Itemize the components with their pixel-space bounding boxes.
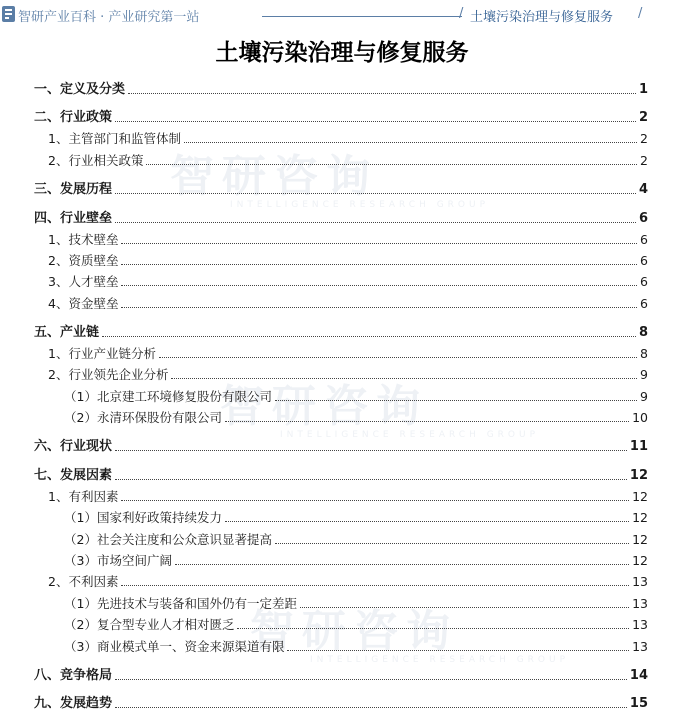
dot-leader <box>121 264 637 265</box>
toc-entry-page-number: 2 <box>640 153 648 168</box>
toc-entry-label: （2）复合型专业人才相对匮乏 <box>64 617 235 632</box>
toc-entry-page-number: 13 <box>632 574 648 589</box>
dot-leader <box>287 650 629 651</box>
watermark-sub: INTELLIGENCE RESEARCH GROUP <box>310 655 570 665</box>
toc-entry-label: 4、资金壁垒 <box>48 296 119 311</box>
toc-entry-label: 九、发展趋势 <box>34 696 113 711</box>
toc-entry-page-number: 6 <box>640 232 648 247</box>
toc-entry-page-number: 12 <box>632 489 648 504</box>
toc-entry-label: （1）先进技术与装备和国外仍有一定差距 <box>64 596 297 611</box>
dot-leader <box>102 336 636 337</box>
dot-leader <box>225 421 629 422</box>
toc-entry-page-number: 6 <box>640 296 648 311</box>
breadcrumb-separator: / <box>638 6 643 21</box>
toc-entry-label: 六、行业现状 <box>34 439 113 454</box>
toc-entry[interactable] <box>34 484 648 504</box>
toc-entry-page-number: 11 <box>629 439 648 454</box>
dot-leader <box>115 679 627 680</box>
toc-entry-label: 2、资质壁垒 <box>48 253 119 268</box>
toc-entry[interactable] <box>34 634 648 654</box>
toc-entry-page-number: 9 <box>640 389 648 404</box>
dot-leader <box>237 628 629 629</box>
toc-entry[interactable] <box>34 126 648 146</box>
dot-leader <box>121 307 637 308</box>
toc-entry[interactable] <box>34 612 648 632</box>
toc-entry-page-number: 12 <box>632 532 648 547</box>
toc-entry[interactable] <box>34 463 648 483</box>
toc-entry[interactable] <box>34 227 648 247</box>
toc-entry-label: 2、不利因素 <box>48 574 119 589</box>
toc-entry[interactable] <box>34 548 648 568</box>
toc-entry[interactable] <box>34 206 648 226</box>
toc-entry-label: （1）国家利好政策持续发力 <box>64 510 222 525</box>
toc-entry-label: 五、产业链 <box>34 325 100 340</box>
toc-entry-page-number: 6 <box>640 274 648 289</box>
toc-entry-label: （2）永清环保股份有限公司 <box>64 410 222 425</box>
toc-entry[interactable] <box>34 569 648 589</box>
dot-leader <box>115 121 636 122</box>
dot-leader <box>275 543 629 544</box>
toc-entry-label: 1、主管部门和监管体制 <box>48 131 181 146</box>
dot-leader <box>121 585 629 586</box>
watermark-sub: INTELLIGENCE RESEARCH GROUP <box>280 430 540 440</box>
toc-entry-page-number: 4 <box>638 182 648 197</box>
dot-leader <box>159 357 637 358</box>
toc-entry-page-number: 12 <box>629 468 648 483</box>
dot-leader <box>184 142 637 143</box>
toc-entry-page-number: 13 <box>632 639 648 654</box>
dot-leader <box>171 378 637 379</box>
toc-entry[interactable] <box>34 405 648 425</box>
toc-entry-page-number: 13 <box>632 617 648 632</box>
toc-entry-label: 3、人才壁垒 <box>48 274 119 289</box>
toc-entry[interactable] <box>34 691 648 711</box>
toc-entry-label: 1、有利因素 <box>48 489 119 504</box>
page-title: 土壤污染治理与修复服务 <box>215 39 469 66</box>
toc-entry-label: （1）北京建工环境修复股份有限公司 <box>64 389 272 404</box>
toc-entry[interactable] <box>34 505 648 525</box>
toc-entry-page-number: 12 <box>632 510 648 525</box>
toc-entry-page-number: 8 <box>638 325 648 340</box>
toc-entry[interactable] <box>34 105 648 125</box>
toc-entry-page-number: 1 <box>638 82 648 97</box>
toc-entry-page-number: 6 <box>638 211 648 226</box>
toc-entry-label: 2、行业领先企业分析 <box>48 367 169 382</box>
dot-leader <box>115 193 636 194</box>
dot-leader <box>115 450 627 451</box>
breadcrumb-title: 土壤污染治理与修复服务 <box>470 10 614 25</box>
toc-entry-page-number: 12 <box>632 553 648 568</box>
toc-entry[interactable] <box>34 148 648 168</box>
watermark-text: 智研咨询 <box>220 381 428 432</box>
dot-leader <box>146 164 637 165</box>
toc-entry-label: 八、竞争格局 <box>34 668 113 683</box>
toc-entry[interactable] <box>34 177 648 197</box>
toc-entry[interactable] <box>34 591 648 611</box>
toc-entry-label: （3）市场空间广阔 <box>64 553 172 568</box>
toc-entry-label: 1、行业产业链分析 <box>48 346 156 361</box>
dot-leader <box>225 521 629 522</box>
toc-entry-page-number: 15 <box>629 696 648 711</box>
dot-leader <box>121 500 629 501</box>
toc-entry[interactable] <box>34 248 648 268</box>
brand-text: 智研产业百科 · 产业研究第一站 <box>18 10 200 25</box>
toc-entry[interactable] <box>34 341 648 361</box>
watermark-sub: INTELLIGENCE RESEARCH GROUP <box>230 200 490 210</box>
dot-leader <box>275 400 637 401</box>
dot-leader <box>115 707 627 708</box>
toc-entry-page-number: 8 <box>640 346 648 361</box>
toc-entry[interactable] <box>34 434 648 454</box>
toc-entry-page-number: 2 <box>640 131 648 146</box>
toc-entry[interactable] <box>34 269 648 289</box>
toc-entry-page-number: 2 <box>638 110 648 125</box>
toc-entry[interactable] <box>34 527 648 547</box>
dot-leader <box>115 479 627 480</box>
dot-leader <box>115 222 636 223</box>
toc-entry-label: 1、技术壁垒 <box>48 232 119 247</box>
toc-entry-label: 2、行业相关政策 <box>48 153 144 168</box>
dot-leader <box>175 564 629 565</box>
dot-leader <box>121 243 637 244</box>
toc-entry[interactable] <box>34 384 648 404</box>
toc-entry-page-number: 9 <box>640 367 648 382</box>
toc-entry-label: 四、行业壁垒 <box>34 211 113 226</box>
toc-entry[interactable] <box>34 77 648 97</box>
toc-entry-label: （3）商业模式单一、资金来源渠道有限 <box>64 639 285 654</box>
watermark-text: 智研咨询 <box>170 151 378 202</box>
toc-entry[interactable] <box>34 663 648 683</box>
dot-leader <box>121 285 637 286</box>
toc-entry[interactable] <box>34 362 648 382</box>
toc-entry-page-number: 14 <box>629 668 648 683</box>
watermark-text: 智研咨询 <box>250 606 458 657</box>
toc-entry[interactable] <box>34 320 648 340</box>
toc-entry-label: 七、发展因素 <box>34 468 113 483</box>
toc-entry-page-number: 6 <box>640 253 648 268</box>
toc-entry-label: （2）社会关注度和公众意识显著提高 <box>64 532 272 547</box>
toc-entry-label: 二、行业政策 <box>34 110 113 125</box>
toc-entry-page-number: 13 <box>632 596 648 611</box>
toc-entry-label: 一、定义及分类 <box>34 82 126 97</box>
breadcrumb-separator: / <box>459 6 464 21</box>
dot-leader <box>300 607 629 608</box>
dot-leader <box>128 93 636 94</box>
toc-entry-label: 三、发展历程 <box>34 182 113 197</box>
toc-entry[interactable] <box>34 291 648 311</box>
toc-entry-page-number: 10 <box>632 410 648 425</box>
